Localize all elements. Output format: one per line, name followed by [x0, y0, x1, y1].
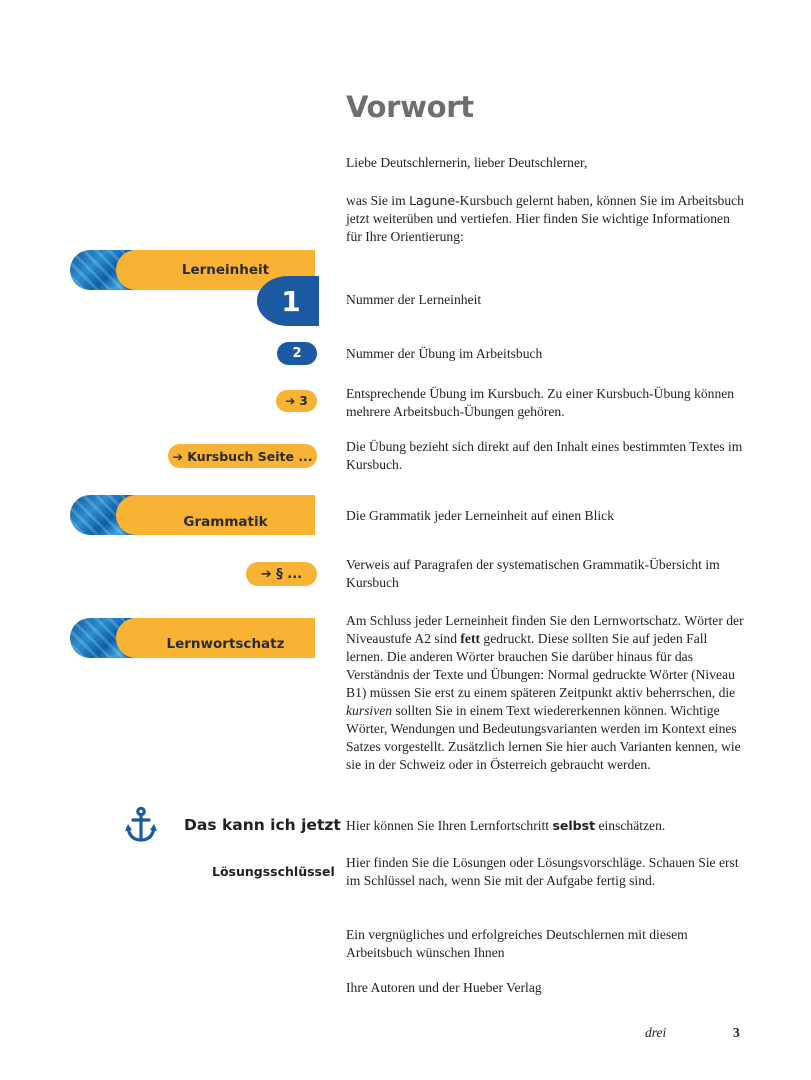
lernwortschatz-italic: kursiven [346, 703, 393, 718]
closing-text: Ein vergnügliches und erfolgreiches Deutschlernen mit diesem Arbeitsbuch wünschen Ihnen [346, 927, 688, 960]
page-number: 3 [733, 1025, 740, 1040]
paragraph-badge: ➔ § ... [246, 562, 317, 586]
grammatik-description: Die Grammatik jeder Lerneinheit auf einen Blick [346, 508, 614, 523]
lernwortschatz-label: Lernwortschatz [166, 636, 285, 652]
lernwortschatz-text-1: Am Schluss jeder Lerneinheit finden Sie den Lernwortschatz. Wörter der Niveaustufe A2 sind [346, 613, 744, 646]
intro-after: -Kursbuch gelernt haben, können Sie im Arbeitsbuch jetzt weiterüben und vertiefen. Hier finden Sie wichtige Informationen für Ihre Orientierung: [346, 193, 744, 244]
kursbuch-seite-description: Die Übung bezieht sich direkt auf den Inhalt eines bestimmten Textes im Kursbuch. [346, 439, 743, 472]
intro-paragraph [346, 192, 746, 246]
lernwortschatz-text-3: sollten Sie in einem Text wiedererkennen können. Wichtige Wörter, Wendungen und Bedeutungsvarianten werden im Kontext eines Satzes vorgestellt. Zusätzlich lernen Sie hier auch Varianten kennen, wie sie in der Schweiz oder in Österreich gebraucht werden. [346, 703, 741, 772]
loesung-description: Hier finden Sie die Lösungen oder Lösungsvorschläge. Schauen Sie erst im Schlüssel nach, wenn Sie mit der Aufgabe fertig sind. [346, 855, 739, 888]
lerneinheit-number-badge: 1 [257, 276, 319, 326]
kann-text-before: Hier können Sie Ihren Lernfortschritt [346, 818, 553, 833]
lernwortschatz-text-2: gedruckt. Diese sollten Sie auf jeden Fall lernen. Die anderen Wörter brauchen Sie darüber hinaus für das Verständnis der Texte und Übungen: Normal gedruckte Wörter (Niveau B1) müssen Sie erst zu einem späteren Zeitpunkt aktiv beherrschen, die [346, 631, 736, 700]
intro-before: was Sie im [346, 193, 410, 208]
loesung-label: Lösungsschlüssel [212, 864, 335, 879]
lerneinheit-description: Nummer der Lerneinheit [346, 292, 482, 307]
brand-name: Lagune [409, 193, 456, 208]
uebung-description: Nummer der Übung im Arbeitsbuch [346, 346, 543, 361]
paragraph-description: Verweis auf Paragrafen der systematischen Grammatik-Übersicht im Kursbuch [346, 557, 720, 590]
page-title: Vorwort [346, 90, 474, 124]
kann-description [346, 817, 746, 835]
kann-bold: selbst [552, 818, 596, 833]
kann-label: Das kann ich jetzt [184, 816, 341, 834]
lernwortschatz-description [346, 612, 746, 774]
signature: Ihre Autoren und der Hueber Verlag [346, 980, 542, 995]
kursbuch-seite-badge: ➔ Kursbuch Seite ... [168, 444, 317, 468]
greeting: Liebe Deutschlernerin, lieber Deutschlerner, [346, 155, 588, 170]
lerneinheit-label: Lerneinheit [181, 262, 270, 278]
kursbuch-uebung-description: Entsprechende Übung im Kursbuch. Zu einer Kursbuch-Übung können mehrere Arbeitsbuch-Übungen gehören. [346, 386, 735, 419]
kann-text-after: einschätzen. [595, 818, 666, 833]
grammatik-label: Grammatik [183, 514, 268, 530]
page-word: drei [645, 1025, 667, 1040]
lernwortschatz-banner [70, 618, 315, 658]
kursbuch-uebung-badge: ➔ 3 [276, 390, 317, 412]
grammatik-banner [70, 495, 315, 535]
lernwortschatz-bold: fett [460, 631, 481, 646]
anchor-icon [124, 806, 158, 844]
uebung-number-badge: 2 [277, 342, 317, 365]
